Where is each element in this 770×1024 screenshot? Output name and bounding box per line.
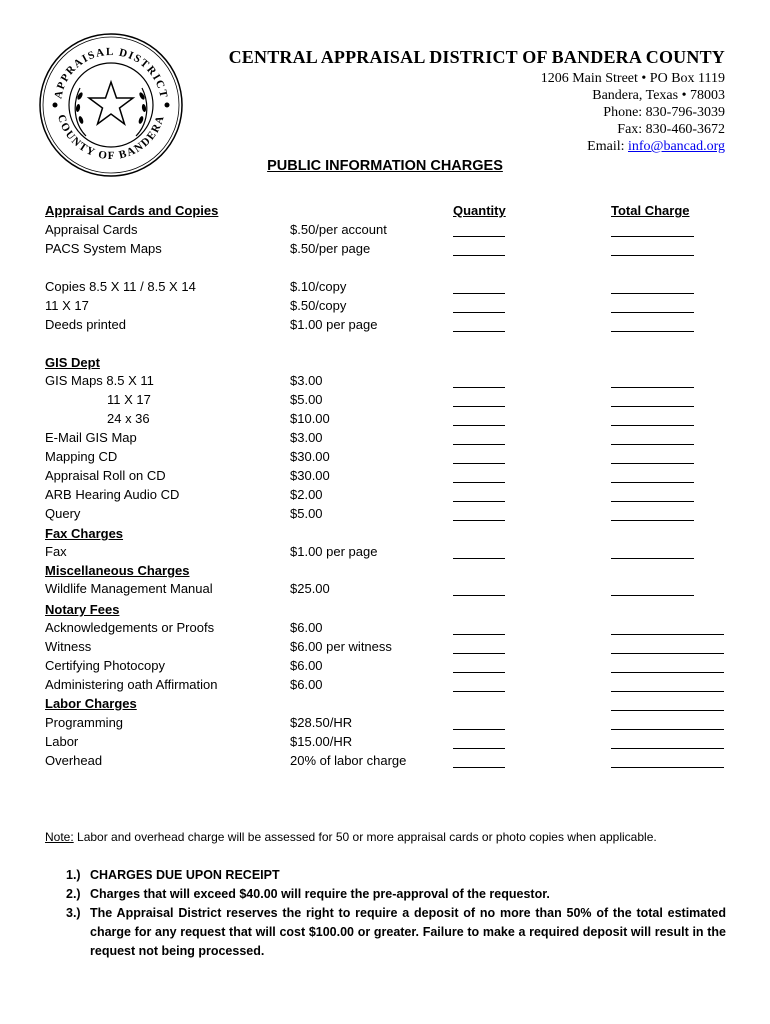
seal-top-text: APPRAISAL DISTRICT — [52, 45, 170, 100]
quantity-field[interactable] — [453, 595, 505, 596]
item-price: $6.00 per witness — [290, 639, 392, 654]
item-label: E-Mail GIS Map — [45, 430, 137, 445]
quantity-field[interactable] — [453, 293, 505, 294]
item-price: $1.00 per page — [290, 317, 378, 332]
district-title: CENTRAL APPRAISAL DISTRICT OF BANDERA COUNTY — [228, 47, 725, 67]
quantity-field[interactable] — [453, 672, 505, 673]
list-text: CHARGES DUE UPON RECEIPT — [90, 868, 280, 882]
phone-number: Phone: 830-796-3039 — [603, 105, 725, 120]
email-link[interactable]: info@bancad.org — [628, 139, 725, 154]
total-charge-field[interactable] — [611, 312, 694, 313]
list-item — [66, 904, 726, 961]
section-miscellaneous: Miscellaneous Charges — [45, 563, 190, 578]
list-text: The Appraisal District reserves the right to require a deposit of no more than 50% of the total estimated charge for any request that will cost $100.00 or greater. Failure to make a required deposit will result in the request not being processed. — [90, 906, 726, 958]
total-charge-field[interactable] — [611, 406, 694, 407]
quantity-field[interactable] — [453, 425, 505, 426]
item-price: $.50/per account — [290, 222, 387, 237]
quantity-field[interactable] — [453, 312, 505, 313]
quantity-field[interactable] — [453, 653, 505, 654]
terms-list — [66, 866, 726, 961]
total-charge-field[interactable] — [611, 255, 694, 256]
item-price: $2.00 — [290, 487, 323, 502]
note-text: Labor and overhead charge will be assessed for 50 or more appraisal cards or photo copies when applicable. — [73, 830, 657, 844]
total-charge-field[interactable] — [611, 595, 694, 596]
total-charge-field[interactable] — [611, 691, 724, 692]
total-charge-field[interactable] — [611, 710, 724, 711]
total-charge-field[interactable] — [611, 672, 724, 673]
item-label: Witness — [45, 639, 92, 654]
total-charge-field[interactable] — [611, 331, 694, 332]
quantity-field[interactable] — [453, 444, 505, 445]
quantity-field[interactable] — [453, 558, 505, 559]
quantity-field[interactable] — [453, 520, 505, 521]
item-label: Programming — [45, 715, 124, 730]
section-fax-charges: Fax Charges — [45, 526, 124, 541]
quantity-header: Quantity — [453, 203, 506, 218]
item-label: Appraisal Roll on CD — [45, 468, 166, 483]
item-label: Appraisal Cards — [45, 222, 138, 237]
total-charge-field[interactable] — [611, 293, 694, 294]
item-price: $6.00 — [290, 677, 323, 692]
total-charge-field[interactable] — [611, 653, 724, 654]
total-charge-field[interactable] — [611, 463, 694, 464]
total-charge-field[interactable] — [611, 729, 724, 730]
item-price: $30.00 — [290, 468, 330, 483]
item-label: Overhead — [45, 753, 103, 768]
total-charge-field[interactable] — [611, 520, 694, 521]
quantity-field[interactable] — [453, 691, 505, 692]
address-line-1: 1206 Main Street • PO Box 1119 — [540, 71, 725, 86]
total-charge-field[interactable] — [611, 634, 724, 635]
list-number: 3.) — [66, 906, 81, 920]
quantity-field[interactable] — [453, 501, 505, 502]
list-text: Charges that will exceed $40.00 will require the pre-approval of the requestor. — [90, 887, 550, 901]
item-price: $25.00 — [290, 581, 330, 596]
item-price: $.50/copy — [290, 298, 347, 313]
section-labor-charges: Labor Charges — [45, 696, 137, 711]
item-price: $.50/per page — [290, 241, 371, 256]
item-price: $1.00 per page — [290, 544, 378, 559]
total-charge-header: Total Charge — [611, 203, 690, 218]
item-label: Deeds printed — [45, 317, 126, 332]
item-price: $30.00 — [290, 449, 330, 464]
item-price: $28.50/HR — [290, 715, 353, 730]
item-label: Mapping CD — [45, 449, 118, 464]
star-icon — [89, 82, 133, 124]
note-line — [45, 830, 657, 844]
item-label: Fax — [45, 544, 67, 559]
quantity-field[interactable] — [453, 406, 505, 407]
item-label: Certifying Photocopy — [45, 658, 165, 673]
item-price: $3.00 — [290, 430, 323, 445]
item-price: $3.00 — [290, 373, 323, 388]
item-price: $10.00 — [290, 411, 330, 426]
item-price: $15.00/HR — [290, 734, 353, 749]
item-label: PACS System Maps — [45, 241, 162, 256]
list-item — [66, 866, 726, 885]
section-gis-dept: GIS Dept — [45, 355, 100, 370]
total-charge-field[interactable] — [611, 748, 724, 749]
quantity-field[interactable] — [453, 463, 505, 464]
address-line-2: Bandera, Texas • 78003 — [592, 88, 725, 103]
quantity-field[interactable] — [453, 482, 505, 483]
district-seal — [38, 32, 184, 178]
item-label: ARB Hearing Audio CD — [45, 487, 180, 502]
total-charge-field[interactable] — [611, 501, 694, 502]
item-price: 20% of labor charge — [290, 753, 407, 768]
item-price: $6.00 — [290, 658, 323, 673]
item-label: Acknowledgements or Proofs — [45, 620, 215, 635]
note-label: Note: — [45, 830, 74, 844]
document-title: PUBLIC INFORMATION CHARGES — [267, 158, 503, 174]
total-charge-field[interactable] — [611, 387, 694, 388]
quantity-field[interactable] — [453, 767, 505, 768]
quantity-field[interactable] — [453, 748, 505, 749]
item-price: $5.00 — [290, 392, 323, 407]
total-charge-field[interactable] — [611, 444, 694, 445]
item-price: $6.00 — [290, 620, 323, 635]
quantity-field[interactable] — [453, 331, 505, 332]
list-item — [66, 885, 726, 904]
total-charge-field[interactable] — [611, 236, 694, 237]
section-notary-fees: Notary Fees — [45, 602, 120, 617]
list-number: 1.) — [66, 868, 81, 882]
item-label: Copies 8.5 X 11 / 8.5 X 14 — [45, 279, 196, 294]
section-appraisal-cards: Appraisal Cards and Copies — [45, 203, 219, 218]
total-charge-field[interactable] — [611, 425, 694, 426]
item-label: 11 X 17 — [107, 392, 151, 407]
item-label: Query — [45, 506, 81, 521]
list-number: 2.) — [66, 887, 81, 901]
total-charge-field[interactable] — [611, 482, 694, 483]
quantity-field[interactable] — [453, 387, 505, 388]
item-label: 11 X 17 — [45, 298, 89, 313]
item-label: Wildlife Management Manual — [45, 581, 213, 596]
fax-number: Fax: 830-460-3672 — [617, 122, 725, 137]
quantity-field[interactable] — [453, 236, 505, 237]
total-charge-field[interactable] — [611, 767, 724, 768]
total-charge-field[interactable] — [611, 558, 694, 559]
email-label: Email: — [587, 139, 628, 154]
item-label: Labor — [45, 734, 79, 749]
quantity-field[interactable] — [453, 255, 505, 256]
item-price: $5.00 — [290, 506, 323, 521]
item-label: Administering oath Affirmation — [45, 677, 218, 692]
item-label: GIS Maps 8.5 X 11 — [45, 373, 154, 388]
email-line — [587, 139, 725, 155]
item-price: $.10/copy — [290, 279, 347, 294]
item-label: 24 x 36 — [107, 411, 150, 426]
quantity-field[interactable] — [453, 634, 505, 635]
seal-bottom-text: COUNTY OF BANDERA — [55, 113, 167, 163]
quantity-field[interactable] — [453, 729, 505, 730]
